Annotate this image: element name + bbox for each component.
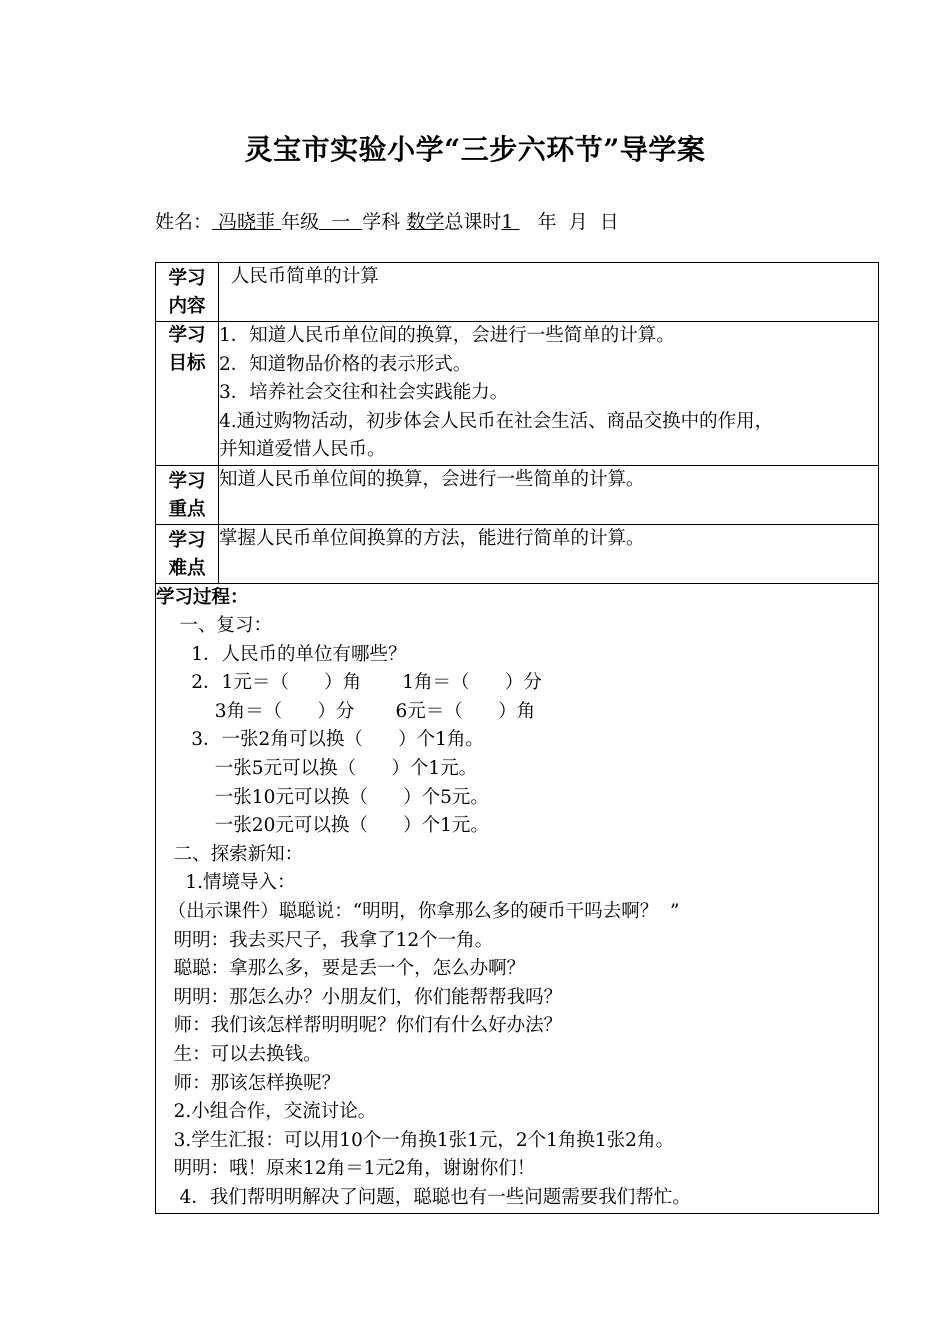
label-line: 学习	[168, 470, 206, 492]
text-line: 知道人民币单位间的换算，会进行一些简单的计算。	[219, 468, 645, 490]
process-line: 3.学生汇报：可以用10个一角换1张1元，2个1角换1张2角。	[156, 1129, 674, 1151]
lessons-label: 总课时	[444, 211, 502, 233]
row-difficulty	[156, 524, 879, 583]
process-line: 明明：我去买尺子，我拿了12个一角。	[156, 929, 494, 951]
process-line: 3角＝（ ）分 6元＝（ ）角	[156, 700, 536, 722]
header-info-line	[155, 207, 619, 234]
row-key-points	[156, 465, 879, 524]
process-line: 二、探索新知：	[156, 843, 304, 865]
process-line: 一、复习：	[156, 615, 273, 637]
label-line: 难点	[168, 557, 206, 579]
process-line: 聪聪：拿那么多，要是丢一个，怎么办啊？	[156, 958, 526, 980]
learning-goals-list	[219, 322, 879, 466]
process-line: 明明：那怎么办？小朋友们，你们能帮帮我吗？	[156, 986, 563, 1008]
process-line: 明明：哦！原来12角＝1元2角，谢谢你们！	[156, 1158, 536, 1180]
label-learning-goals	[156, 322, 219, 466]
row-learning-content	[156, 263, 879, 322]
label-line: 学习	[168, 268, 206, 289]
process-line: 1.情境导入：	[156, 872, 296, 894]
label-line: 目标	[168, 353, 206, 374]
goal-item: 并知道爱惜人民币。	[219, 439, 386, 460]
page-title: 灵宝市实验小学“三步六环节”导学案	[244, 133, 706, 166]
subject-label: 学科	[362, 211, 407, 233]
process-heading: 学习过程：	[156, 586, 249, 608]
goal-item: 1．知道人民币单位间的换算，会进行一些简单的计算。	[219, 325, 675, 346]
row-learning-process	[156, 583, 879, 1213]
process-line: 师：我们该怎样帮明明呢？你们有什么好办法？	[156, 1015, 563, 1037]
lesson-plan-table	[155, 262, 879, 1214]
process-line: 3．一张2角可以换（ ）个1角。	[156, 729, 484, 751]
text-line: 人民币简单的计算	[219, 266, 379, 287]
goal-item: 4.通过购物活动，初步体会人民币在社会生活、商品交换中的作用，	[219, 410, 774, 432]
goal-item: 3．培养社会交往和社会实践能力。	[219, 382, 509, 403]
lessons-value: 1	[501, 211, 520, 233]
process-line: 生：可以去换钱。	[156, 1044, 322, 1065]
process-line: 一张5元可以换（ ）个1元。	[156, 758, 478, 780]
grade-value: 一	[319, 211, 363, 233]
process-line: 一张10元可以换（ ）个5元。	[156, 786, 489, 808]
learning-content-text	[219, 263, 879, 322]
label-line: 学习	[168, 325, 206, 346]
label-line: 重点	[168, 498, 206, 520]
process-line: 一张20元可以换（ ）个1元。	[156, 815, 489, 837]
process-line: 1．人民币的单位有哪些？	[156, 643, 407, 665]
name-value: 冯晓菲	[212, 211, 282, 233]
row-learning-goals	[156, 322, 879, 466]
name-label: 姓名：	[155, 211, 213, 233]
learning-process-section	[156, 583, 879, 1213]
subject-value: 数学	[406, 211, 445, 233]
text-line: 掌握人民币单位间换算的方法，能进行简单的计算。	[219, 527, 645, 549]
label-difficulty	[156, 524, 219, 583]
label-line: 内容	[168, 296, 206, 317]
process-line: 4．我们帮明明解决了问题，聪聪也有一些问题需要我们帮忙。	[156, 1186, 691, 1208]
goal-item: 2．知道物品价格的表示形式。	[219, 353, 472, 375]
label-learning-content	[156, 263, 219, 322]
process-line: （出示课件）聪聪说：“明明，你拿那么多的硬币干吗去啊？ ”	[156, 901, 680, 923]
process-line: 2.小组合作，交流讨论。	[156, 1101, 377, 1123]
difficulty-text	[219, 524, 879, 583]
label-line: 学习	[168, 529, 206, 551]
process-line: 2．1元＝（ ）角 1角＝（ ）分	[156, 672, 542, 694]
grade-label: 年级	[281, 211, 320, 233]
process-line: 师：那该怎样换呢？	[156, 1072, 341, 1094]
date-fields: 年 月 日	[519, 211, 619, 233]
key-points-text	[219, 465, 879, 524]
label-key-points	[156, 465, 219, 524]
